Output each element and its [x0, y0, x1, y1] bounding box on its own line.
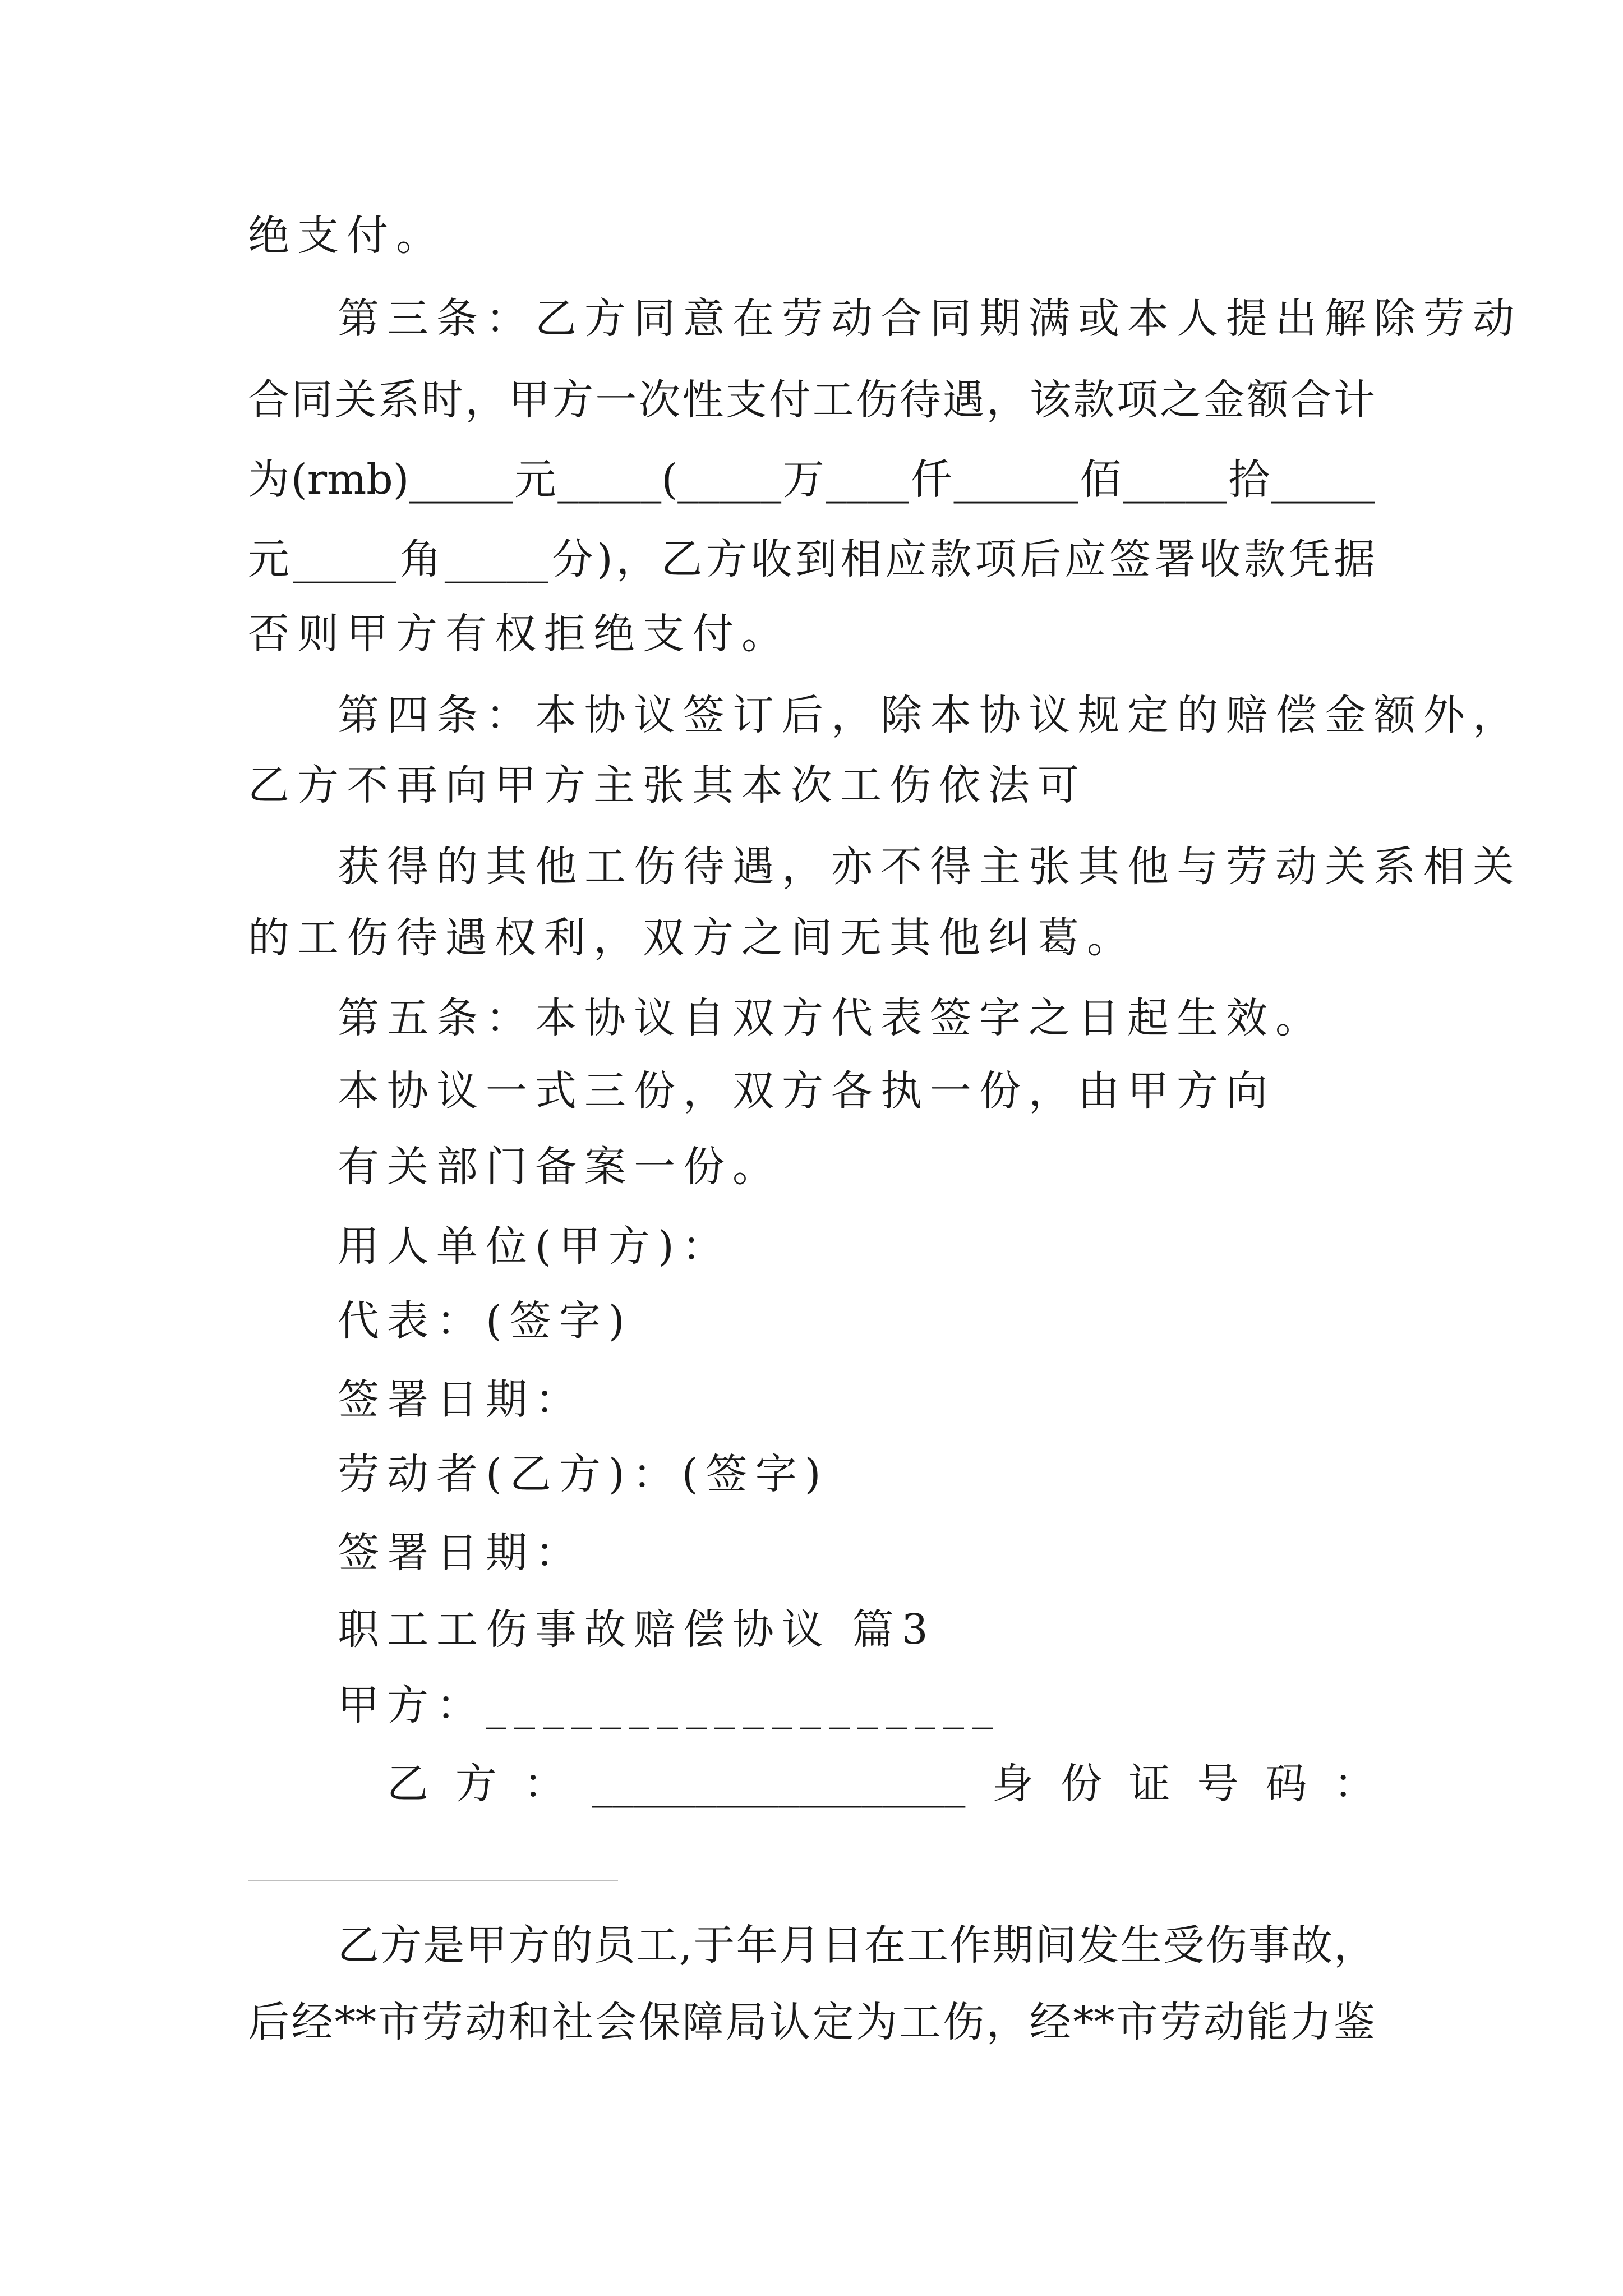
worker-signature-line: 劳动者(乙方)：(签字) [338, 1450, 829, 1498]
text-line: 有关部门备案一份。 [338, 1143, 782, 1191]
text-line: 否则甲方有权拒绝支付。 [248, 610, 791, 658]
amount-fill-line: 为(rmb)_____元_____(_____万____仟______佰_____拾_____ [248, 455, 1375, 504]
text-line: 的工伤待遇权利，双方之间无其他纠葛。 [248, 914, 1136, 962]
text-line: 合同关系时，甲方一次性支付工伤待遇，该款项之金额合计 [248, 376, 1375, 424]
text-line: 乙方不再向甲方主张其本次工伤依法可 [248, 761, 1087, 809]
amount-fill-line: 元_____角_____分)，乙方收到相应款项后应签署收款凭据 [248, 535, 1375, 583]
text-line: 后经**市劳动和社会保障局认定为工伤，经**市劳动能力鉴 [248, 1998, 1375, 2046]
party-b-line: 乙方：__________________身份证号码： [387, 1760, 1375, 1808]
text-line: 本协议一式三份，双方各执一份，由甲方向 [338, 1067, 1275, 1115]
clause-4-line: 第四条：本协议签订后，除本协议规定的赔偿金额外， [338, 691, 1522, 739]
signing-date-line: 签署日期： [338, 1375, 584, 1424]
party-a-line: 甲方：__________________ [338, 1681, 1000, 1729]
text-line: 获得的其他工伤待遇，亦不得主张其他与劳动关系相关 [338, 843, 1522, 891]
text-line: 乙方是甲方的员工,于年月日在工作期间发生受伤事故， [338, 1921, 1375, 1970]
section-heading: 职工工伤事故赔偿协议 篇3 [338, 1605, 936, 1654]
representative-signature-line: 代表：(签字) [338, 1297, 633, 1345]
employer-signature-line: 用人单位(甲方)： [338, 1222, 731, 1271]
separator-rule [248, 1880, 618, 1881]
text-line: 绝支付。 [248, 211, 445, 260]
signing-date-line: 签署日期： [338, 1529, 584, 1577]
clause-5-line: 第五条：本协议自双方代表签字之日起生效。 [338, 994, 1325, 1042]
clause-3-line: 第三条：乙方同意在劳动合同期满或本人提出解除劳动 [338, 295, 1522, 343]
